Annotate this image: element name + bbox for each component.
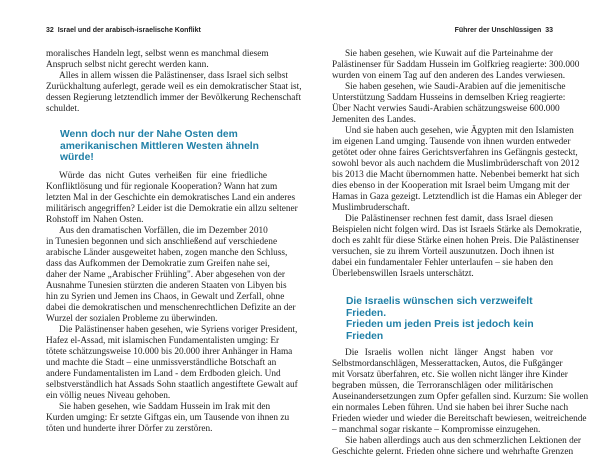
running-head-right [455, 27, 553, 34]
right-page-body [332, 49, 589, 458]
paragraph [46, 225, 296, 325]
text-line: Muslimbruderschaft. [332, 203, 410, 213]
text-line: Und sie haben auch gesehen, wie Ägypten mit den Islamisten [345, 126, 574, 136]
text-line: dabei die demokratischen und menschenrechtlichen Defizite an der [46, 302, 296, 313]
text-line: Die Israelis wollen nicht länger Angst haben vor [345, 348, 553, 358]
text-line: Hafez el-Assad, mit islamischen Fundamentalisten umging: Er [46, 335, 280, 346]
text-line: Konfliktlösung und für regionale Kooperation? Wann hat zum [46, 181, 278, 192]
heading-line: Die Israelis wünschen sich verzweifelt Frieden. [346, 296, 533, 319]
paragraph [332, 82, 566, 126]
text-line: Die Palästinenser rechnen fest damit, dass Israel diesen [345, 214, 553, 224]
text-line: Unterstützung Saddam Husseins in demselben Krieg reagierte: [332, 93, 566, 103]
text-line: arabische Länder ausgeweitet haben, zogen manche den Schluss, [46, 247, 288, 258]
text-line: dabei ein fundamentaler Fehler unterlaufen – sie haben den [332, 258, 553, 268]
heading-line: amerikanischen Mittleren Westen ähneln [60, 140, 259, 152]
text-line: Aus den dramatischen Vorfällen, die im Dezember 2010 [59, 225, 268, 236]
text-line: Beispielen nicht folgen wird. Das ist Israels Stärke als Demokratie, [332, 225, 582, 235]
paragraph [46, 324, 298, 402]
paragraph [332, 126, 582, 214]
text-line: im eigenen Land umging. Tausende von ihnen wurden entweder [332, 137, 571, 147]
page-number: 33 [545, 27, 553, 34]
text-line: Die Palästinenser haben gesehen, wie Syriens voriger President, [59, 324, 298, 335]
text-line: Rohstoff im Nahen Osten. [46, 214, 144, 225]
text-line: schuldet. [46, 104, 80, 114]
text-line: mit Vorsatz überfahren, etc. Sie wollen nicht länger ihre Kinder [332, 370, 568, 380]
section-heading [46, 129, 267, 164]
paragraph [46, 71, 302, 115]
text-line: Anspruch selbst nicht gerecht werden kann. [46, 60, 209, 70]
text-line: versuchen, sie zu ihrem Vorteil auszunutzen. Doch ihnen ist [332, 247, 555, 257]
text-line: dies ebenso in der Kooperation mit Israel beim Umgang mit der [332, 181, 570, 191]
text-line: Ausnahme Tunesien stürzten die anderen Staaten von Libyen bis [46, 280, 287, 291]
text-line: Sie haben gesehen, wie Kuwait auf die Parteinahme der [345, 49, 553, 59]
paragraph [46, 170, 298, 226]
page-number: 32 [46, 27, 54, 34]
paragraph [332, 348, 589, 436]
paragraph [46, 49, 267, 71]
section-heading [332, 296, 553, 342]
text-line: bis 2013 die Macht übernommen hatte. Nebenbei bemerkt hat sich [332, 170, 580, 180]
text-line: militärisch angegriffen? Leider ist die Demokratie ein allzu seltener [46, 203, 298, 214]
text-line: Sie haben allerdings auch aus den schmerzlichen Lektionen der [345, 436, 581, 446]
running-head-title: Israel und der arabisch-israelische Konflikt [57, 27, 201, 34]
text-line: andere Fundamentalisten im Land - dem Erdboden gleich. Und [46, 368, 281, 379]
text-line: in Tunesien begonnen und sich anschließend auf verschiedene [46, 236, 278, 247]
text-line: Sie haben gesehen, wie Saudi-Arabien auf die jemenitische [345, 82, 566, 92]
text-line: tötete schätzungsweise 10.000 bis 20.000 ihrer Anhänger in Hama [46, 346, 293, 357]
text-line: töten und hunderte ihrer Dörfer zu zerstören. [46, 423, 213, 434]
text-line: hin zu Syrien und Jemen ins Chaos, in Gewalt und Zerfall, ohne [46, 291, 285, 302]
text-line: wurden von einem Tag auf den anderen des Landes verwiesen. [332, 71, 566, 81]
heading-line: Wenn doch nur der Nahe Osten dem [60, 129, 238, 140]
text-line: sowohl bevor als auch nachdem die Muslimbrüderschaft von 2012 [332, 159, 580, 169]
text-line: Sie haben gesehen, wie Saddam Hussein im Irak mit den [59, 401, 271, 412]
text-line: Selbstmordanschlägen, Messerattacken, Autos, die Fußgänger [332, 359, 563, 369]
text-line: Kurden umging: Er setzte Giftgas ein, um Tausende von ihnen zu [46, 412, 290, 423]
text-line: letzten Mal in der Geschichte ein demokratisches Land ein anderes [46, 192, 296, 203]
text-line: Alles in allem wissen die Palästinenser, dass Israel sich selbst [59, 71, 288, 81]
text-line: Über Nacht verwies Saudi-Arabien schätzungsweise 600.000 [332, 104, 560, 114]
text-line: dass das Aufkommen der Demokratie zum Greifen nahe sei, [46, 258, 270, 269]
text-line: Würde das nicht Gutes verheißen für eine friedliche [59, 170, 267, 181]
text-line: dessen Regierung letztendlich immer der Bevölkerung Rechenschaft [46, 93, 302, 103]
text-line: moralisches Handeln legt, selbst wenn es manchmal diesem [46, 49, 269, 59]
text-line: ein völlig neues Niveau gehoben. [46, 390, 171, 401]
left-page-body [46, 49, 302, 435]
text-line: Auseinandersetzungen zum Opfer gefallen sind. Kurzum: Sie wollen [332, 392, 589, 402]
heading-line: Frieden um jeden Preis ist jedoch kein Frieden [346, 319, 534, 342]
running-head-title: Führer der Unschlüssigen [454, 27, 542, 34]
paragraph [332, 436, 581, 458]
text-line: Wurzel der sozialen Probleme zu überwinden. [46, 313, 218, 324]
text-line: ein normales Leben führen. Und sie haben bei ihrer Suche nach [332, 403, 569, 413]
text-line: selbstverständlich hat Assads Sohn staatlich angestiftete Gewalt auf [46, 379, 298, 390]
text-line: daher der Name „Arabischer Frühling". Aber abgesehen von der [46, 269, 285, 280]
text-line: – manchmal sogar riskante – Kompromisse einzugehen. [332, 425, 541, 435]
text-line: Zurückhaltung auferlegt, gerade weil es ein demokratischer Staat ist, [46, 82, 302, 92]
running-head-left [46, 27, 201, 34]
right-page [300, 0, 600, 463]
paragraph [46, 401, 290, 435]
text-line: Hamas in Gaza gezeigt. Letztendlich ist die Hamas ein Ableger der [332, 192, 582, 202]
text-line: Überlebenswillen Israels unterschätzt. [332, 269, 474, 279]
paragraph [332, 49, 580, 82]
text-line: Geschichte gelernt. Frieden ohne sichere und wehrhafte Grenzen [332, 447, 574, 457]
paragraph [332, 214, 582, 280]
text-line: und machte die Stadt – eine unmissverständliche Botschaft an [46, 357, 277, 368]
text-line: Jemeniten des Landes. [332, 115, 416, 125]
text-line: Palästinenser für Saddam Hussein im Golfkrieg reagierte: 300.000 [332, 60, 580, 70]
text-line: getötet oder ohne faires Gerichtsverfahren ins Gefängnis gesteckt, [332, 148, 578, 158]
text-line: Frieden wieder und wieder die Bereitschaft bewiesen, weitreichende [332, 414, 587, 424]
text-line: begraben müssen, die Terroranschlägen oder militärischen [332, 381, 553, 391]
text-line: doch es zahlt für diese Stärke einen hohen Preis. Die Palästinenser [332, 236, 580, 246]
heading-line: würde! [60, 152, 94, 163]
